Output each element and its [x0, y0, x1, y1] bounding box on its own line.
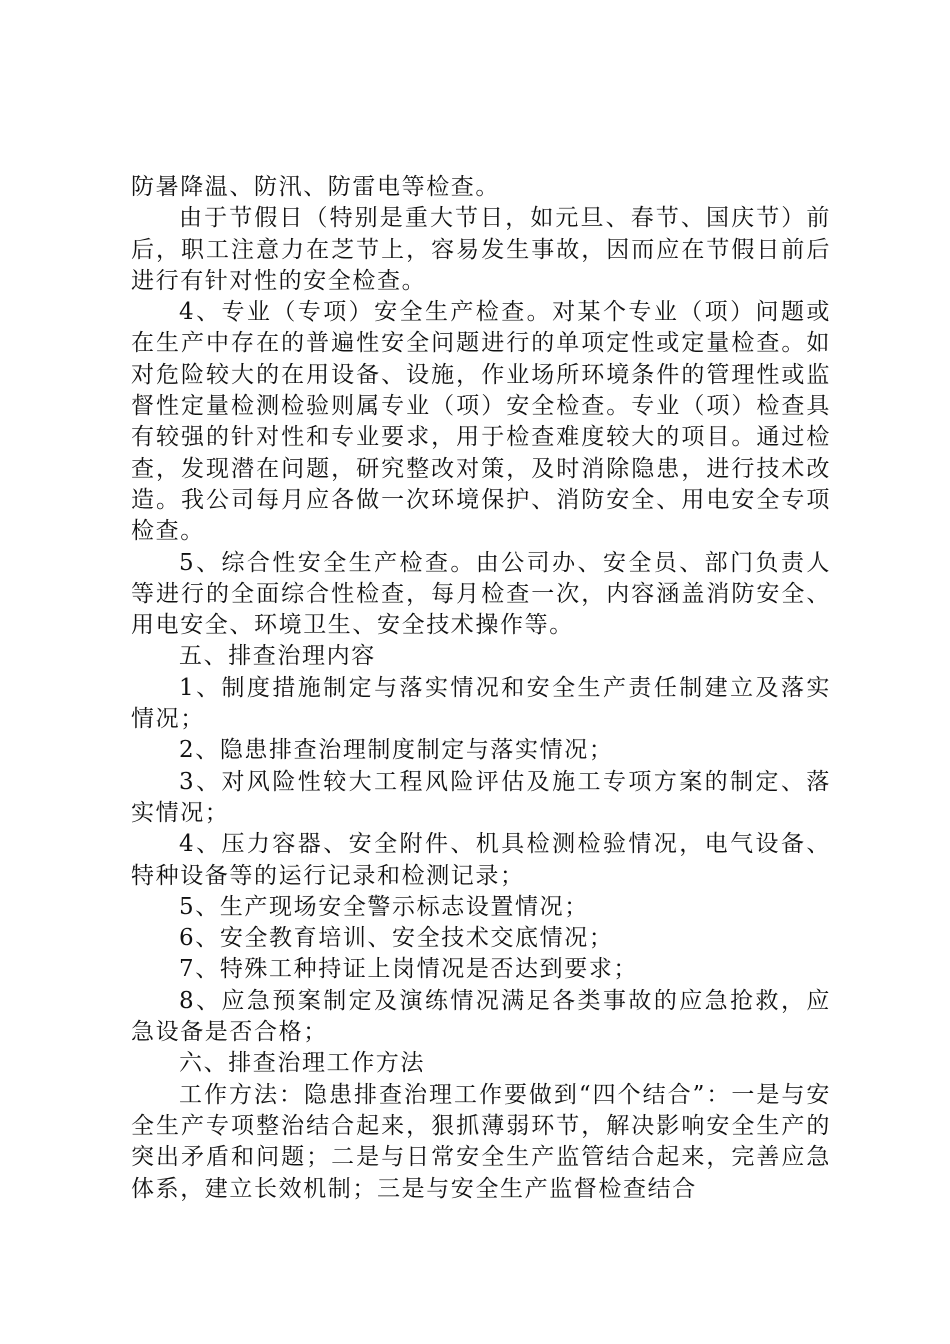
paragraph: 4、专业（专项）安全生产检查。对某个专业（项）问题或在生产中存在的普遍性安全问题进行的单项定性或定量检查。如对危险较大的在用设备、设施，作业场所环境条件的管理性或监督性定量检测检验则属专业（项）安全检查。专业（项）检查具有较强的针对性和专业要求，用于检查难度较大的项目。通过检查，发现潜在问题，研究整改对策，及时消除隐患，进行技术改造。我公司每月应各做一次环境保护、消防安全、用电安全专项检查。 [131, 299, 831, 545]
list-item: 1、制度措施制定与落实情况和安全生产责任制建立及落实情况； [131, 674, 831, 733]
list-item: 2、隐患排查治理制度制定与落实情况； [179, 737, 614, 764]
paragraph: 防暑降温、防汛、防雷电等检查。 [131, 174, 500, 200]
list-item: 6、安全教育培训、安全技术交底情况； [179, 925, 614, 952]
section-heading: 五、排查治理内容 [179, 643, 376, 670]
list-item: 7、特殊工种持证上岗情况是否达到要求； [179, 956, 639, 983]
list-item: 8、应急预案制定及演练情况满足各类事故的应急抢救，应急设备是否合格； [131, 987, 831, 1046]
document-body [131, 172, 831, 1205]
paragraph: 5、综合性安全生产检查。由公司办、安全员、部门负责人等进行的全面综合性检查，每月检查一次，内容涵盖消防安全、用电安全、环境卫生、安全技术操作等。 [131, 549, 831, 639]
list-item: 3、对风险性较大工程风险评估及施工专项方案的制定、落实情况； [131, 768, 831, 826]
list-item: 4、压力容器、安全附件、机具检测检验情况，电气设备、特种设备等的运行记录和检测记录； [131, 831, 831, 889]
paragraph: 工作方法：隐患排查治理工作要做到“四个结合”：一是与安全生产专项整治结合起来，狠抓薄弱环节，解决影响安全生产的突出矛盾和问题；二是与日常安全生产监管结合起来，完善应急体系，建立长效机制；三是与安全生产监督检查结合 [131, 1081, 831, 1202]
paragraph: 由于节假日（特别是重大节日，如元旦、春节、国庆节）前后，职工注意力在芝节上，容易发生事故，因而应在节假日前后进行有针对性的安全检查。 [131, 205, 831, 294]
section-heading: 六、排查治理工作方法 [179, 1050, 425, 1077]
list-item: 5、生产现场安全警示标志设置情况； [179, 893, 589, 920]
